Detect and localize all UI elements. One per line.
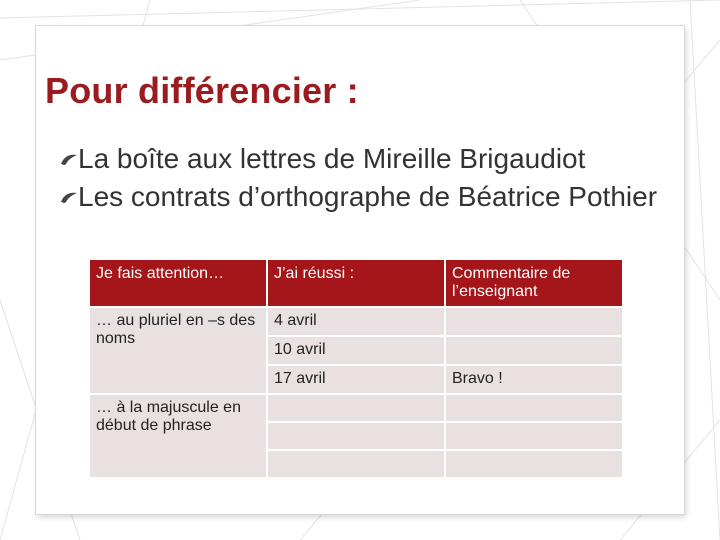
comment-cell [445,394,623,422]
ornament-bullet-icon [60,190,78,204]
comment-cell [445,450,623,478]
spelling-contract-table [88,258,624,479]
date-cell: 10 avril [267,336,445,365]
header-success: J’ai réussi : [267,259,445,307]
bullet-list [60,140,657,216]
date-cell [267,422,445,450]
bullet-text: La boîte aux lettres de Mireille Brigaudiot [78,143,586,174]
bullet-item [60,178,657,216]
comment-cell: Bravo ! [445,365,623,394]
slide-title: Pour différencier : [45,70,359,111]
attention-cell: … au pluriel en –s des noms [89,307,267,394]
date-cell [267,450,445,478]
date-cell: 17 avril [267,365,445,394]
bullet-text: Les contrats d’orthographe de Béatrice Pothier [78,181,658,212]
header-attention: Je fais attention… [89,259,267,307]
header-comment: Commentaire de l’enseignant [445,259,623,307]
date-cell: 4 avril [267,307,445,336]
date-cell [267,394,445,422]
comment-cell [445,307,623,336]
bullet-item [60,140,657,178]
attention-cell: … à la majuscule en début de phrase [89,394,267,478]
comment-cell [445,336,623,365]
ornament-bullet-icon [60,152,78,166]
comment-cell [445,422,623,450]
